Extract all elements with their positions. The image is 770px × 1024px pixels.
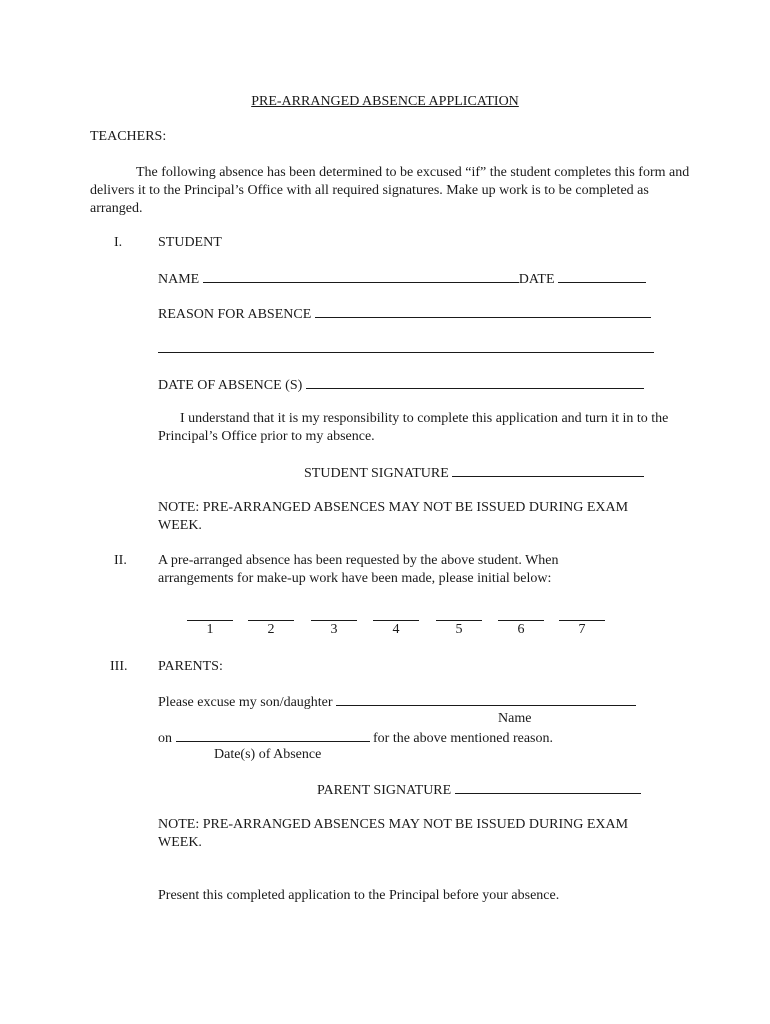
initial-period-4[interactable] xyxy=(371,604,421,639)
initial-line[interactable] xyxy=(559,604,605,621)
initial-line[interactable] xyxy=(373,604,419,621)
period-number: 3 xyxy=(330,622,338,637)
intro-paragraph: The following absence has been determined to be excused “if” the student completes this form and delivers it to the Principal’s Office with all required signatures. Make up work is to be completed as arranged. xyxy=(90,165,690,216)
teacher-instructions: A pre-arranged absence has been requested by the above student. When arrangements for make-up work have been made, please initial below: xyxy=(158,553,559,586)
initial-line[interactable] xyxy=(248,604,294,621)
period-number: 4 xyxy=(392,622,400,637)
initial-line[interactable] xyxy=(311,604,357,621)
name-label: NAME xyxy=(158,272,200,287)
absence-dates-parent-field[interactable] xyxy=(176,729,370,742)
audience-heading: TEACHERS: xyxy=(90,129,167,144)
parent-note: NOTE: PRE-ARRANGED ABSENCES MAY NOT BE ISSUED DURING EXAM WEEK. xyxy=(158,817,629,850)
student-heading: STUDENT xyxy=(158,235,222,250)
period-number: 6 xyxy=(517,622,525,637)
reason-continuation-row xyxy=(158,340,654,359)
child-name-field[interactable] xyxy=(336,693,636,706)
reason-row xyxy=(158,305,651,324)
reason-field-line-2[interactable] xyxy=(158,340,654,353)
date-field[interactable] xyxy=(558,270,646,283)
student-name-row xyxy=(158,270,646,289)
parent-signature-field[interactable] xyxy=(455,781,641,794)
on-label: on xyxy=(158,731,172,746)
section-three-numeral: III. xyxy=(110,659,128,674)
name-caption: Name xyxy=(498,711,532,726)
reason-field[interactable] xyxy=(315,305,651,318)
excuse-label: Please excuse my son/daughter xyxy=(158,695,333,710)
initial-line[interactable] xyxy=(436,604,482,621)
student-signature-row xyxy=(304,464,644,483)
initial-line[interactable] xyxy=(498,604,544,621)
name-field[interactable] xyxy=(203,270,519,283)
student-note: NOTE: PRE-ARRANGED ABSENCES MAY NOT BE ISSUED DURING EXAM WEEK. xyxy=(158,500,629,533)
date-label: DATE xyxy=(518,272,555,287)
period-number: 7 xyxy=(578,622,586,637)
parents-heading: PARENTS: xyxy=(158,659,223,674)
absence-dates-label: DATE OF ABSENCE (S) xyxy=(158,378,303,393)
student-signature-label: STUDENT SIGNATURE xyxy=(304,466,449,481)
excuse-row xyxy=(158,693,636,712)
reason-suffix: for the above mentioned reason. xyxy=(373,731,553,746)
parent-signature-row xyxy=(317,781,641,800)
period-number: 2 xyxy=(267,622,275,637)
section-two-numeral: II. xyxy=(114,553,127,568)
dates-caption: Date(s) of Absence xyxy=(214,747,322,762)
absence-dates-field[interactable] xyxy=(306,376,644,389)
absence-dates-row xyxy=(158,376,644,395)
parent-signature-label: PARENT SIGNATURE xyxy=(317,783,452,798)
initial-period-3[interactable] xyxy=(309,604,359,639)
initial-line[interactable] xyxy=(187,604,233,621)
initial-period-6[interactable] xyxy=(496,604,546,639)
initial-period-5[interactable] xyxy=(434,604,484,639)
section-one-numeral: I. xyxy=(114,235,123,250)
reason-label: REASON FOR ABSENCE xyxy=(158,307,312,322)
initial-period-1[interactable] xyxy=(185,604,235,639)
student-statement: I understand that it is my responsibility to complete this application and turn it in to the Principal’s Office prior to my absence. xyxy=(158,411,669,444)
initial-period-2[interactable] xyxy=(246,604,296,639)
student-signature-field[interactable] xyxy=(452,464,644,477)
form-title: PRE-ARRANGED ABSENCE APPLICATION xyxy=(251,94,519,109)
closing-instruction: Present this completed application to the Principal before your absence. xyxy=(158,888,560,903)
initial-period-7[interactable] xyxy=(557,604,607,639)
period-number: 5 xyxy=(455,622,463,637)
period-number: 1 xyxy=(206,622,214,637)
